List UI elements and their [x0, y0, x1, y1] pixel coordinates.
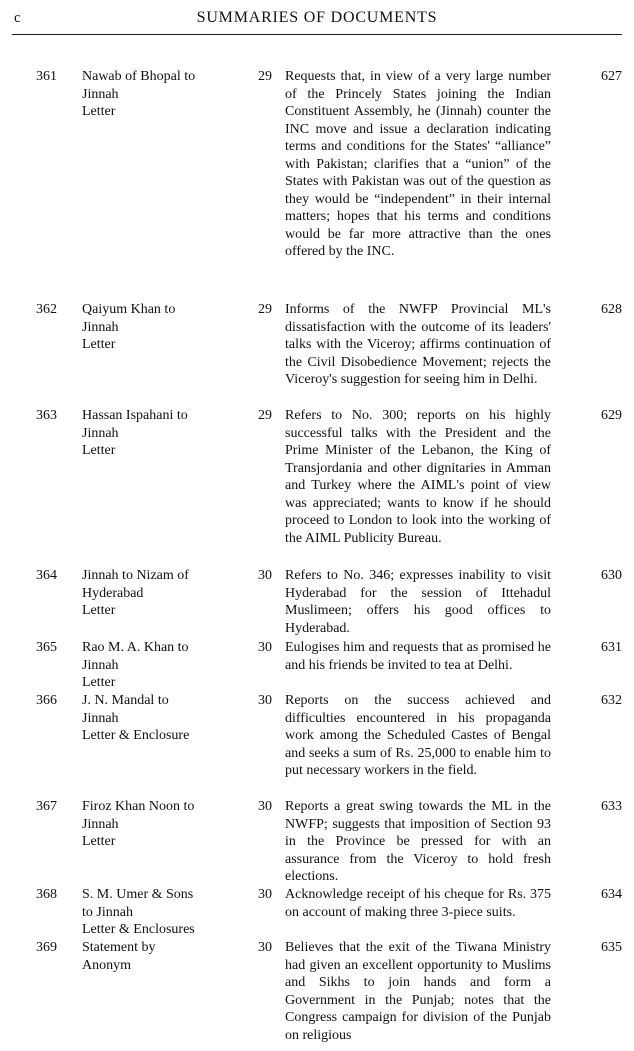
document-number: 367 — [36, 799, 57, 814]
document-type: Letter — [82, 675, 116, 690]
correspondents — [82, 567, 252, 620]
document-type: Letter — [82, 834, 116, 849]
page-reference: 635 — [601, 940, 622, 955]
correspondent-line: J. N. Mandal to — [82, 693, 169, 708]
page-reference: 634 — [601, 887, 622, 902]
document-type: Letter — [82, 603, 116, 618]
document-type: Letter — [82, 337, 116, 352]
page-header — [0, 0, 634, 40]
document-summary: Reports on the success achieved and difficulties encountered in his propaganda work among the Scheduled Castes of Bengal and seeks a sum of Rs. 25,000 to enable him to put necessary workers in the field. — [285, 693, 551, 778]
document-date: 30 — [258, 940, 272, 955]
correspondent-line: Jinnah to Nizam of — [82, 568, 189, 583]
page-reference: 629 — [601, 408, 622, 423]
document-entry — [0, 798, 634, 886]
document-date: 29 — [258, 408, 272, 423]
page-reference: 627 — [601, 69, 622, 84]
document-summary: Acknowledge receipt of his cheque for Rs. 375 on account of making three 3-piece suits. — [285, 887, 551, 920]
document-type: Letter — [82, 104, 116, 119]
correspondent-line: Hyderabad — [82, 585, 144, 601]
document-summary: Refers to No. 300; reports on his highly successful talks with the President and the Prime Minister of the Lebanon, the King of Transjordania and other dignitaries in Amman and Turkey where the AIML's point of view was appreciated; wants to know if he should proceed to London to look into the working of the AIML Publicity Bureau. — [285, 408, 551, 546]
correspondent-line: Nawab of Bhopal to — [82, 69, 196, 84]
correspondents — [82, 301, 252, 354]
document-number: 369 — [36, 940, 57, 955]
document-type: Letter — [82, 443, 116, 458]
correspondent-line: Jinnah — [82, 86, 119, 102]
page-reference: 632 — [601, 693, 622, 708]
document-number: 365 — [36, 640, 57, 655]
document-number: 362 — [36, 302, 57, 317]
document-entry — [0, 68, 634, 301]
document-date: 30 — [258, 568, 272, 583]
document-date: 30 — [258, 693, 272, 708]
document-type: Letter & Enclosure — [82, 728, 190, 743]
document-list — [0, 68, 634, 1045]
correspondent-line: Qaiyum Khan to — [82, 302, 176, 317]
document-type: Letter & Enclosures — [82, 922, 195, 937]
document-summary: Eulogises him and requests that as promised he and his friends be invited to tea at Delhi. — [285, 640, 551, 673]
correspondent-line: Jinnah — [82, 425, 119, 441]
correspondent-line: Jinnah — [82, 816, 119, 832]
document-summary: Reports a great swing towards the ML in the NWFP; suggests that imposition of Section 93 in the Province be pressed for with an assurance from the Viceroy to hold fresh elections. — [285, 799, 551, 884]
document-summary: Refers to No. 346; expresses inability to visit Hyderabad for the session of Ittehadul Muslimeen; offers his good offices to Hyderabad. — [285, 568, 551, 636]
document-number: 368 — [36, 887, 57, 902]
document-entry — [0, 939, 634, 1045]
correspondent-line: Hassan Ispahani to — [82, 408, 188, 423]
correspondent-line: Jinnah — [82, 710, 119, 726]
header-rule — [12, 34, 622, 35]
document-date: 30 — [258, 887, 272, 902]
page-reference: 633 — [601, 799, 622, 814]
document-number: 366 — [36, 693, 57, 708]
document-summary: Requests that, in view of a very large number of the Princely States joining the Indian Constituent Assembly, he (Jinnah) counter the INC move and issue a declaration indicating terms and conditions for the States' “alliance” with Pakistan; clarifies that a “union” of the States with Pakistan was out of the question as they would be “independent” in their internal matters; hopes that his terms and conditions would be far more attractive than the ones offered by the INC. — [285, 69, 551, 259]
correspondents — [82, 407, 252, 460]
document-entry — [0, 692, 634, 798]
correspondent-line: Anonym — [82, 957, 131, 973]
document-summary: Believes that the exit of the Tiwana Ministry had given an excellent opportunity to Muslims and Sikhs to join hands and form a Government in the Punjab; notes that the Congress campaign for division of the Punjab on religious — [285, 940, 551, 1043]
page-reference: 631 — [601, 640, 622, 655]
document-summary: Informs of the NWFP Provincial ML's dissatisfaction with the outcome of its leaders' talks with the Viceroy; affirms continuation of the Civil Disobedience Movement; rejects the Viceroy's suggestion for seeing him in Delhi. — [285, 302, 551, 387]
document-entry — [0, 639, 634, 692]
running-title: SUMMARIES OF DOCUMENTS — [196, 9, 438, 26]
correspondent-line: S. M. Umer & Sons — [82, 887, 194, 902]
correspondent-line: to Jinnah — [82, 904, 133, 920]
correspondent-line: Rao M. A. Khan to — [82, 640, 189, 655]
page-reference: 630 — [601, 568, 622, 583]
document-entry — [0, 567, 634, 639]
document-number: 364 — [36, 568, 57, 583]
correspondents — [82, 886, 252, 939]
correspondent-line: Firoz Khan Noon to — [82, 799, 195, 814]
document-entry — [0, 301, 634, 407]
document-entry — [0, 886, 634, 939]
document-number: 361 — [36, 69, 57, 84]
page-reference: 628 — [601, 302, 622, 317]
correspondent-line: Jinnah — [82, 657, 119, 673]
page-number: c — [14, 10, 21, 26]
correspondents — [82, 68, 252, 121]
document-date: 30 — [258, 799, 272, 814]
document-number: 363 — [36, 408, 57, 423]
document-date: 29 — [258, 69, 272, 84]
correspondents — [82, 798, 252, 851]
correspondent-line: Jinnah — [82, 319, 119, 335]
correspondents — [82, 692, 252, 745]
correspondents — [82, 639, 252, 692]
document-date: 29 — [258, 302, 272, 317]
correspondent-line: Statement by — [82, 940, 156, 955]
document-date: 30 — [258, 640, 272, 655]
correspondents — [82, 939, 252, 974]
document-entry — [0, 407, 634, 567]
